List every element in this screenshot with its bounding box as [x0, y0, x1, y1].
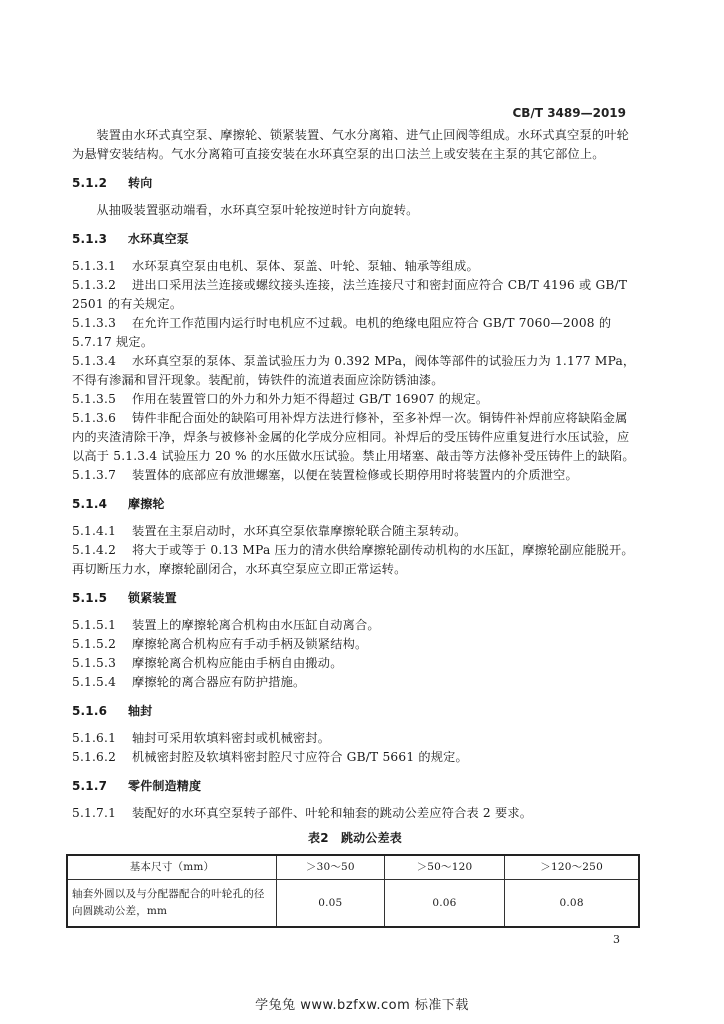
section-title: 轴封 [128, 704, 153, 718]
footer-watermark: 学兔兔 www.bzfxw.com 标准下载 [255, 998, 469, 1013]
document-body [72, 126, 638, 928]
table-header-cell: ＞120～250 [505, 855, 639, 880]
clause-5-1-5-4 [72, 673, 638, 692]
section-title: 水环真空泵 [128, 232, 190, 246]
table-cell: 0.05 [277, 880, 385, 928]
section-number: 5.1.5 [72, 591, 108, 605]
standard-code: CB/T 3489—2019 [512, 106, 626, 120]
section-number: 5.1.7 [72, 779, 108, 793]
clause-5-1-6-1 [72, 729, 638, 748]
clause-number: 5.1.3.3 [72, 316, 117, 330]
runout-tolerance-table [66, 854, 640, 928]
section-title: 零件制造精度 [128, 779, 202, 793]
section-5-1-2-paragraph: 从抽吸装置驱动端看，水环真空泵叶轮按逆时针方向旋转。 [96, 203, 419, 217]
clause-text: 在允许工作范围内运行时电机应不过载。电机的绝缘电阻应符合 GB/T 7060—2008 的 5.7.17 规定。 [72, 316, 612, 349]
clause-number: 5.1.3.7 [72, 468, 117, 482]
table-caption: 表2 跳动公差表 [308, 831, 402, 845]
clause-text: 摩擦轮离合机构应能由手柄自由搬动。 [132, 656, 343, 670]
clause-number: 5.1.3.2 [72, 278, 117, 292]
clause-text: 铸件非配合面处的缺陷可用补焊方法进行修补，至多补焊一次。铜铸件补焊前应将缺陷金属内的夹渣清除干净，焊条与被修补金属的化学成分应相同。补焊后的受压铸件应重复进行水压试验，应以高于 5.1.3.4 试验压力 20 % 的水压做水压试验。禁止用堵塞、敲击等方法修补受压铸件上的缺陷。 [72, 411, 635, 463]
clause-text: 水环真空泵的泵体、泵盖试验压力为 0.392 MPa，阀体等部件的试验压力为 1.177 MPa，不得有渗漏和冒汗现象。装配前，铸铁件的流道表面应涂防锈油漆。 [72, 354, 636, 387]
table-cell: 0.06 [384, 880, 505, 928]
clause-number: 5.1.6.1 [72, 731, 117, 745]
clause-number: 5.1.3.6 [72, 411, 117, 425]
table-header-cell: ＞30～50 [277, 855, 385, 880]
section-number: 5.1.2 [72, 176, 108, 190]
clause-number: 5.1.3.5 [72, 392, 117, 406]
section-5-1-3-heading [72, 230, 638, 249]
clause-number: 5.1.5.4 [72, 675, 117, 689]
clause-text: 装配好的水环真空泵转子部件、叶轮和轴套的跳动公差应符合表 2 要求。 [132, 806, 533, 820]
clause-number: 5.1.5.3 [72, 656, 117, 670]
clause-text: 装置体的底部应有放泄螺塞，以便在装置检修或长期停用时将装置内的介质泄空。 [132, 468, 578, 482]
section-5-1-2-heading [72, 174, 638, 193]
clause-5-1-3-5 [72, 390, 638, 409]
clause-5-1-3-4 [72, 352, 638, 390]
clause-text: 摩擦轮的离合器应有防护措施。 [132, 675, 306, 689]
section-title: 锁紧装置 [128, 591, 177, 605]
table-header-row [67, 855, 639, 880]
clause-number: 5.1.4.2 [72, 543, 117, 557]
section-5-1-5-heading [72, 589, 638, 608]
table-cell: 0.08 [505, 880, 639, 928]
section-5-1-6-heading [72, 702, 638, 721]
clause-5-1-3-6 [72, 409, 638, 466]
clause-5-1-3-2 [72, 276, 638, 314]
clause-number: 5.1.3.4 [72, 354, 117, 368]
clause-text: 装置在主泵启动时，水环真空泵依靠摩擦轮联合随主泵转动。 [132, 524, 467, 538]
clause-number: 5.1.5.2 [72, 637, 117, 651]
clause-5-1-5-2 [72, 635, 638, 654]
section-number: 5.1.4 [72, 497, 108, 511]
clause-text: 作用在装置管口的外力和外力矩不得超过 GB/T 16907 的规定。 [132, 392, 489, 406]
section-title: 转向 [128, 176, 153, 190]
table-row [67, 880, 639, 928]
clause-5-1-5-1 [72, 616, 638, 635]
clause-text: 机械密封腔及软填料密封腔尺寸应符合 GB/T 5661 的规定。 [132, 750, 468, 764]
table-header-cell: ＞50～120 [384, 855, 505, 880]
clause-5-1-5-3 [72, 654, 638, 673]
clause-text: 进出口采用法兰连接或螺纹接头连接，法兰连接尺寸和密封面应符合 CB/T 4196 或 GB/T 2501 的有关规定。 [72, 278, 628, 311]
clause-text: 将大于或等于 0.13 MPa 压力的清水供给摩擦轮副传动机构的水压缸，摩擦轮副应能脱开。再切断压力水，摩擦轮副闭合，水环真空泵应立即正常运转。 [72, 543, 634, 576]
table-row-label: 轴套外圆以及与分配器配合的叶轮孔的径向圆跳动公差，mm [67, 880, 277, 928]
section-5-1-7-heading [72, 777, 638, 796]
clause-5-1-3-1 [72, 257, 638, 276]
section-number: 5.1.3 [72, 232, 108, 246]
section-5-1-4-heading [72, 495, 638, 514]
clause-number: 5.1.6.2 [72, 750, 117, 764]
clause-5-1-4-2 [72, 541, 638, 579]
clause-text: 摩擦轮离合机构应有手动手柄及锁紧结构。 [132, 637, 368, 651]
clause-number: 5.1.3.1 [72, 259, 117, 273]
section-title: 摩擦轮 [128, 497, 165, 511]
clause-text: 轴封可采用软填料密封或机械密封。 [132, 731, 331, 745]
intro-paragraph: 装置由水环式真空泵、摩擦轮、锁紧装置、气水分离箱、进气止回阀等组成。水环式真空泵的叶轮为悬臂安装结构。气水分离箱可直接安装在水环真空泵的出口法兰上或安装在主泵的其它部位上。 [72, 128, 630, 161]
clause-5-1-7-1 [72, 804, 638, 823]
section-number: 5.1.6 [72, 704, 108, 718]
clause-text: 水环泵真空泵由电机、泵体、泵盖、叶轮、泵轴、轴承等组成。 [132, 259, 479, 273]
page-number: 3 [613, 933, 620, 946]
clause-5-1-4-1 [72, 522, 638, 541]
clause-number: 5.1.5.1 [72, 618, 117, 632]
clause-number: 5.1.4.1 [72, 524, 117, 538]
clause-number: 5.1.7.1 [72, 806, 117, 820]
table-header-cell: 基本尺寸（mm） [67, 855, 277, 880]
clause-5-1-3-3 [72, 314, 638, 352]
clause-5-1-3-7 [72, 466, 638, 485]
clause-5-1-6-2 [72, 748, 638, 767]
clause-text: 装置上的摩擦轮离合机构由水压缸自动离合。 [132, 618, 380, 632]
